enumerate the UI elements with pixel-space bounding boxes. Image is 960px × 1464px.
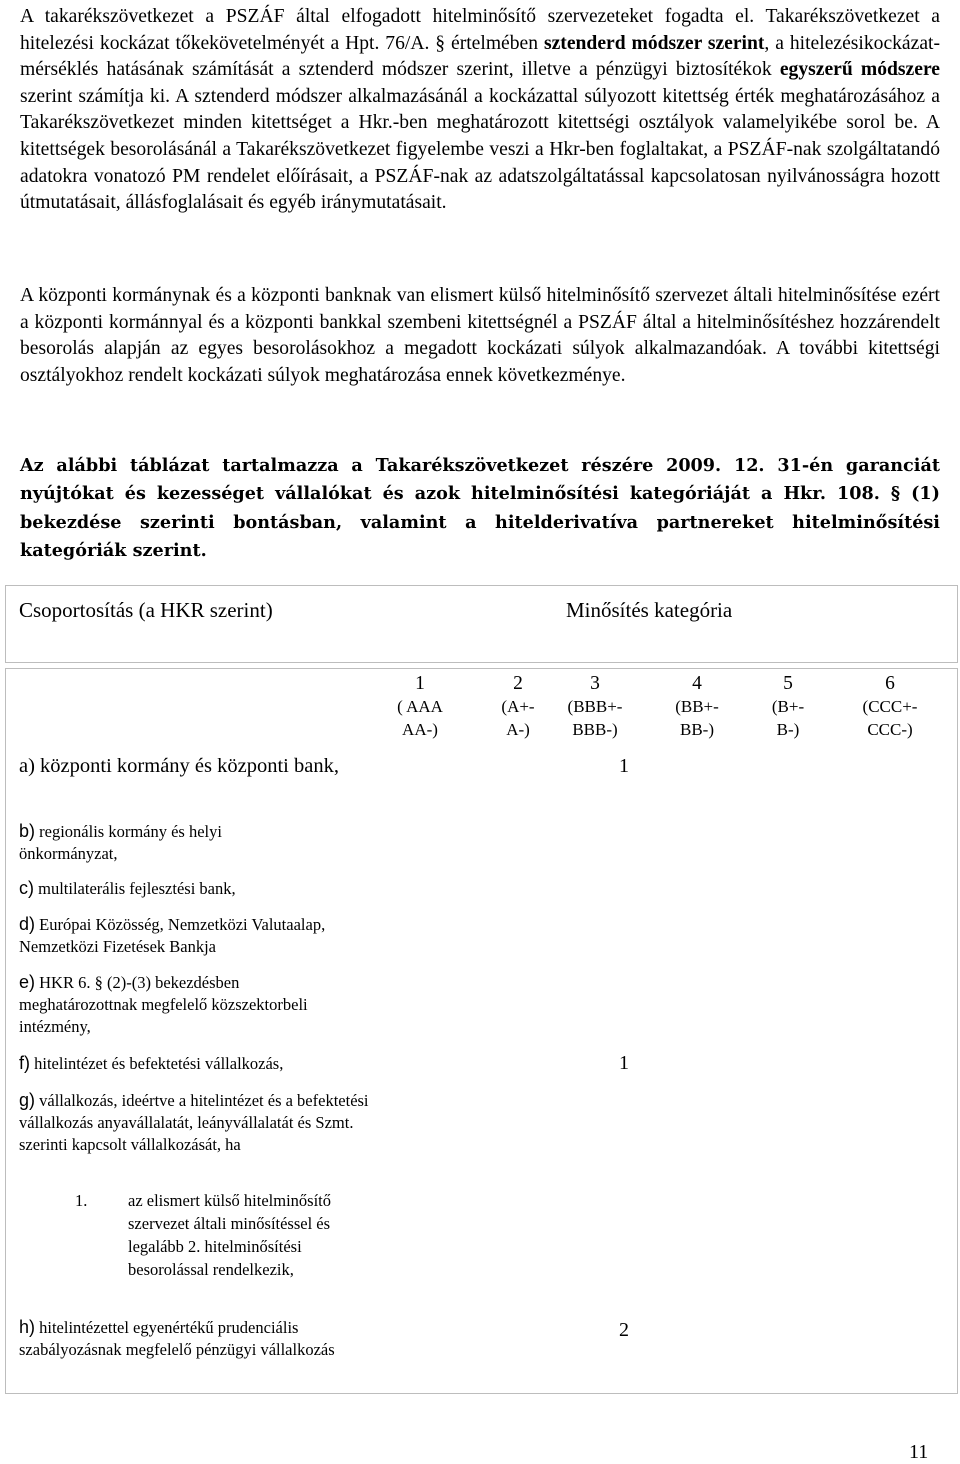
category-2-line2: A-) (506, 720, 530, 739)
category-4-number: 4 (692, 673, 702, 694)
row-a-value: 1 (619, 755, 629, 777)
category-3-line2: BBB-) (572, 720, 618, 739)
category-5 (743, 672, 833, 741)
category-6-number: 6 (885, 673, 895, 694)
row-c-multilateral-bank (19, 877, 339, 900)
row-h-value: 2 (619, 1319, 629, 1341)
row-b-regional-government (19, 820, 319, 865)
row-g-subitem-1-text: az elismert külső hitelminősítő szervezet általi minősítéssel és legalább 2. hitelminősítési besorolással rendelkezik, (128, 1191, 332, 1279)
category-4-line2: BB-) (680, 720, 714, 739)
row-g-enterprise (19, 1089, 369, 1156)
category-3-line1: (BBB+- (567, 697, 623, 716)
intro-bold-standard-method: sztenderd módszer szerint (543, 32, 765, 54)
row-b-lead: b) (19, 821, 36, 841)
row-g-subitem-1-index: 1. (75, 1191, 88, 1210)
category-6 (845, 672, 935, 741)
row-c-text: multilaterális fejlesztési bank, (34, 879, 236, 898)
row-h-financial-enterprise (19, 1316, 349, 1361)
category-4-line1: (BB+- (675, 697, 719, 716)
category-3-number: 3 (590, 673, 600, 694)
row-a-central-government: a) központi kormány és központi bank, (19, 755, 339, 777)
category-2-line1: (A+- (501, 697, 535, 716)
row-g-lead: g) (19, 1090, 36, 1110)
category-2-number: 2 (513, 673, 523, 694)
category-5-number: 5 (783, 673, 793, 694)
category-6-line1: (CCC+- (862, 697, 918, 716)
table-intro-bold-paragraph: Az alábbi táblázat tartalmazza a Takarékszövetkezet részére 2009. 12. 31-én garanciát nyújtókat és kezességet vállalókat és azok hitelminősítési kategóriáját a Hkr. 108. § (1) bekezdése szerinti bontásban, valamint a hitelderivatíva partnereket hitelminősítési kategóriák szerint. (20, 455, 940, 562)
category-6-line2: CCC-) (867, 720, 913, 739)
row-f-value: 1 (619, 1052, 629, 1074)
row-e-lead: e) (19, 972, 36, 992)
central-government-paragraph: A központi kormánynak és a központi banknak van elismert külső hitelminősítő szervezet általi hitelminősítése ezért a központi kormánnyal és a központi bankkal szembeni kitettségnél a PSZÁF által a hitelminősítéshez hozzárendelt besorolás alapján az egyes besorolásokhoz a megadott kockázati súlyok alkalmazandóak. A további kitettségi osztályokhoz rendelt kockázati súlyok meghatározása ennek következménye. (20, 285, 940, 386)
intro-paragraph (20, 4, 940, 217)
category-5-line2: B-) (776, 720, 800, 739)
row-f-lead: f) (19, 1053, 30, 1073)
intro-bold-simple-method: egyszerű módszere (779, 59, 940, 81)
intro-text-3: szerint számítja ki. (20, 85, 171, 107)
category-3 (550, 672, 640, 741)
row-g-subitem-1 (75, 1189, 332, 1279)
row-f-credit-institution (19, 1052, 379, 1075)
category-1-line1: ( AAA (397, 697, 443, 716)
intro-text-1: A takarékszövetkezet a PSZÁF által elfogadott hitelminősítő szervezeteket fogadta el. Takarékszövetkezet a hitelezési kockázat tőkekövetelményét a Hpt. 76/A. § értelmében (20, 6, 940, 54)
row-c-lead: c) (19, 878, 34, 898)
row-e-text: HKR 6. § (2)-(3) bekezdésben meghatározottnak megfelelő közszektorbeli intézmény, (19, 973, 308, 1036)
category-5-line1: (B+- (771, 697, 805, 716)
table-header-box (5, 585, 958, 663)
intro-text-2: , a hitelezésikockázat-mérséklés hatásának számítását a sztenderd módszer szerint, illetve a pénzügyi biztosítékok (20, 32, 940, 81)
row-f-text: hitelintézet és befektetési vállalkozás, (30, 1054, 284, 1073)
category-1-number: 1 (415, 673, 425, 694)
category-1 (375, 672, 465, 741)
page-number: 11 (909, 1441, 929, 1463)
row-b-text: regionális kormány és helyi önkormányzat, (19, 822, 222, 863)
row-d-lead: d) (19, 914, 36, 934)
row-g-text: vállalkozás, ideértve a hitelintézet és a befektetési vállalkozás anyavállalatát, leányvállalatát és Szmt. szerinti kapcsolt vállalkozását, ha (19, 1091, 369, 1154)
category-4 (652, 672, 742, 741)
header-rating-category: Minősítés kategória (566, 598, 733, 622)
category-1-line2: AA-) (402, 720, 438, 739)
row-e-public-sector-entity (19, 971, 319, 1038)
row-d-eu-imf-bis (19, 913, 369, 958)
row-h-lead: h) (19, 1317, 36, 1337)
row-d-text: Európai Közösség, Nemzetközi Valutaalap, Nemzetközi Fizetések Bankja (19, 915, 326, 956)
intro-text-4: A sztenderd módszer alkalmazásánál a kockázattal súlyozott kitettség érték meghatározásához a Takarékszövetkezet minden kitettséget a Hkr.-ben meghatározott kitettségi osztályok valamelyikébe sorol be. A kitettségek besorolásánál a Takarékszövetkezet figyelembe veszi a Hkr-ben foglaltakat, a PSZÁF-nak szolgáltatandó adatokra vonatozó PM rendelet előírásait, a PSZÁF-nak az adatszolgáltatással kapcsolatosan nyilvánosságra hozott útmutatásait, állásfoglalásait és egyéb iránymutatásait. (20, 85, 940, 214)
header-grouping: Csoportosítás (a HKR szerint) (19, 598, 273, 622)
row-h-text: hitelintézettel egyenértékű prudenciális szabályozásnak megfelelő pénzügyi vállalkozás (19, 1318, 335, 1359)
